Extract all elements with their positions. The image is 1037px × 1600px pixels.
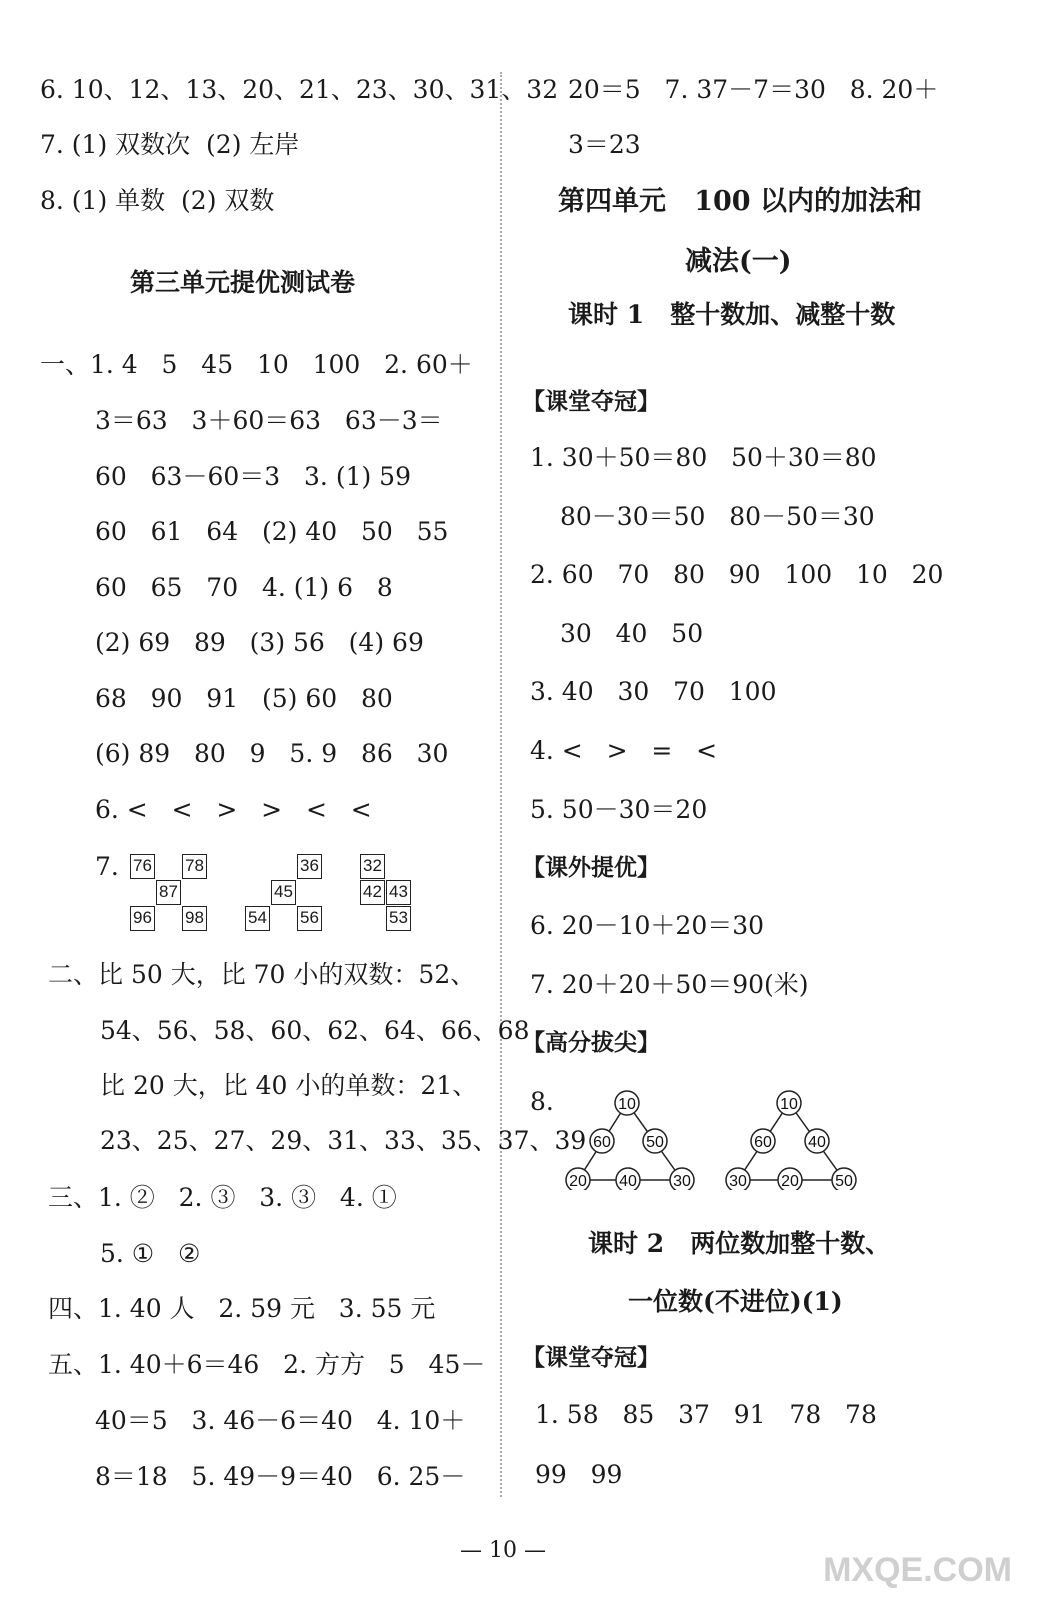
answer-line: 60 63－60＝3 3. (1) 59 bbox=[95, 462, 411, 491]
section-bracket: 【课堂夺冠】 bbox=[522, 1345, 660, 1371]
answer-line: 3＝63 3＋60＝63 63－3＝ bbox=[95, 406, 443, 435]
grid-cell: 32 bbox=[360, 854, 385, 879]
answer-line: (6) 89 80 9 5. 9 86 30 bbox=[95, 739, 449, 768]
answer-line: 二、比 50 大，比 70 小的双数：52、 bbox=[48, 960, 476, 989]
answer-line: 60 61 64 (2) 40 50 55 bbox=[95, 517, 449, 546]
answer-line: 三、1. ② 2. ③ 3. ③ 4. ① bbox=[48, 1183, 397, 1212]
answer-line: 6. 10、12、13、20、21、23、30、31、32 bbox=[40, 75, 559, 104]
answer-line: 8. bbox=[530, 1087, 554, 1116]
triangle-node: 50 bbox=[646, 1134, 664, 1151]
grid-cell: 98 bbox=[182, 906, 207, 931]
answer-line: 20＝5 7. 37－7＝30 8. 20＋ bbox=[568, 75, 939, 104]
answer-line: 4. < > = < bbox=[530, 736, 718, 765]
answer-line: 1. 30＋50＝80 50＋30＝80 bbox=[530, 443, 877, 472]
answer-line: 54、56、58、60、62、64、66、68 bbox=[100, 1016, 530, 1045]
unit-title: 减法(一) bbox=[685, 246, 792, 277]
triangle-node: 20 bbox=[569, 1173, 587, 1190]
answer-line: 比 20 大，比 40 小的单数：21、 bbox=[100, 1071, 478, 1100]
section-title: 第三单元提优测试卷 bbox=[130, 268, 356, 297]
answer-line: 40＝5 3. 46－6＝40 4. 10＋ bbox=[95, 1406, 466, 1435]
grid-cell: 43 bbox=[386, 880, 411, 905]
grid-cell: 78 bbox=[182, 854, 207, 879]
answer-line: 2. 60 70 80 90 100 10 20 bbox=[530, 560, 944, 589]
triangle-node: 60 bbox=[754, 1134, 772, 1151]
answer-line: 3＝23 bbox=[568, 130, 641, 159]
answer-line: 68 90 91 (5) 60 80 bbox=[95, 684, 393, 713]
answer-line: 23、25、27、29、31、33、35、37、39 bbox=[100, 1126, 587, 1155]
answer-line: 5. ① ② bbox=[100, 1239, 201, 1268]
answer-line: 60 65 70 4. (1) 6 8 bbox=[95, 573, 393, 602]
watermark: MXQE.COM bbox=[823, 1551, 1012, 1589]
triangle-node: 30 bbox=[729, 1173, 747, 1190]
answer-line: 5. 50－30＝20 bbox=[530, 795, 708, 824]
answer-line: 7. bbox=[95, 852, 119, 881]
triangle-node: 60 bbox=[593, 1134, 611, 1151]
answer-line: 80－30＝50 80－50＝30 bbox=[560, 502, 875, 531]
number-triangle bbox=[560, 1090, 730, 1190]
triangle-node: 20 bbox=[781, 1173, 799, 1190]
number-triangle bbox=[720, 1090, 890, 1190]
triangle-node: 40 bbox=[619, 1173, 637, 1190]
column-divider bbox=[500, 72, 502, 1497]
grid-cell: 87 bbox=[156, 880, 181, 905]
answer-line: 8＝18 5. 49－9＝40 6. 25－ bbox=[95, 1462, 466, 1491]
lesson-title: 一位数(不进位)(1) bbox=[628, 1287, 843, 1316]
answer-line: 6. < < > > < < bbox=[95, 795, 372, 824]
answer-line: 1. 58 85 37 91 78 78 bbox=[535, 1400, 877, 1429]
grid-cell: 56 bbox=[297, 906, 322, 931]
answer-line: 99 99 bbox=[535, 1460, 623, 1489]
grid-cell: 54 bbox=[245, 906, 270, 931]
lesson-title: 课时 2 两位数加整十数、 bbox=[588, 1229, 891, 1258]
answer-line: 6. 20－10＋20＝30 bbox=[530, 911, 765, 940]
answer-line: 7. 20＋20＋50＝90(米) bbox=[530, 970, 809, 999]
triangle-node: 10 bbox=[618, 1096, 636, 1113]
answer-line: 8. (1) 单数 (2) 双数 bbox=[40, 186, 275, 215]
unit-title: 第四单元 100 以内的加法和 bbox=[558, 186, 922, 217]
answer-line: 7. (1) 双数次 (2) 左岸 bbox=[40, 130, 300, 159]
grid-cell: 42 bbox=[360, 880, 385, 905]
triangle-node: 50 bbox=[835, 1173, 853, 1190]
grid-cell: 96 bbox=[130, 906, 155, 931]
triangle-node: 40 bbox=[808, 1134, 826, 1151]
answer-line: 四、1. 40 人 2. 59 元 3. 55 元 bbox=[48, 1294, 436, 1323]
triangle-node: 10 bbox=[780, 1096, 798, 1113]
answer-line: 五、1. 40＋6＝46 2. 方方 5 45－ bbox=[48, 1350, 486, 1379]
grid-cell: 53 bbox=[386, 906, 411, 931]
section-bracket: 【课堂夺冠】 bbox=[522, 389, 660, 415]
lesson-title: 课时 1 整十数加、减整十数 bbox=[568, 300, 896, 329]
grid-cell: 76 bbox=[130, 854, 155, 879]
section-bracket: 【高分拔尖】 bbox=[522, 1030, 660, 1056]
grid-cell: 45 bbox=[271, 880, 296, 905]
answer-line: 一、1. 4 5 45 10 100 2. 60＋ bbox=[40, 350, 473, 379]
triangle-node: 30 bbox=[673, 1173, 691, 1190]
answer-line: (2) 69 89 (3) 56 (4) 69 bbox=[95, 628, 424, 657]
section-bracket: 【课外提优】 bbox=[522, 855, 660, 881]
grid-cell: 36 bbox=[297, 854, 322, 879]
answer-line: 3. 40 30 70 100 bbox=[530, 677, 777, 706]
page-number: — 10 — bbox=[460, 1538, 546, 1563]
answer-line: 30 40 50 bbox=[560, 619, 704, 648]
